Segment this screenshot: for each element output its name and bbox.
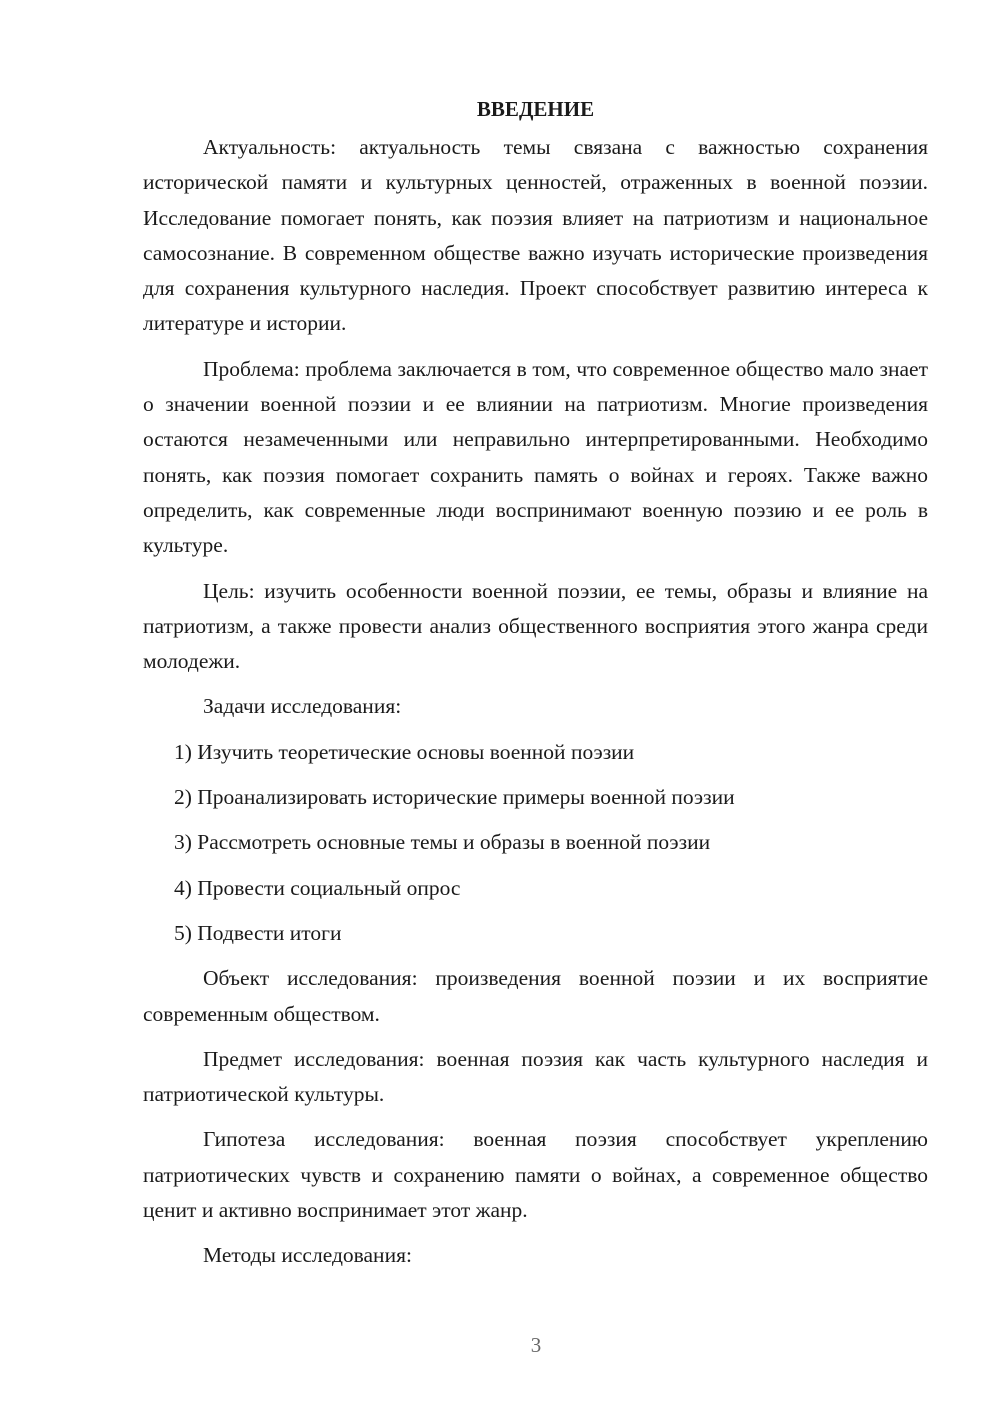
methods-heading: Методы исследования: — [203, 1243, 412, 1268]
relevance-paragraph: Актуальность: актуальность темы связана с важностью сохранения исторической памяти и культурных ценностей, отраженных в военной поэзии. Исследование помогает понять, как поэзия влияет на патриотизм и национальное самосознание. В современном обществе важно изучать исторические произведения для сохранения культурного наследия. Проект способствует развитию интереса к литературе и истории. — [143, 135, 928, 336]
document-page — [143, 92, 928, 1284]
tasks-heading: Задачи исследования: — [203, 694, 402, 719]
problem-paragraph: Проблема: проблема заключается в том, что современное общество мало знает о значении военной поэзии и ее влиянии на патриотизм. Многие произведения остаются незамеченными или неправильно интерпретированными. Необходимо понять, как поэзия помогает сохранить память о войнах и героях. Также важно определить, как современные люди воспринимают военную поэзию и ее роль в культуре. — [143, 356, 928, 558]
page-title: ВВЕДЕНИЕ — [476, 97, 595, 121]
list-item: 4) Провести социальный опрос — [174, 875, 461, 900]
list-item: 5) Подвести итоги — [174, 920, 342, 945]
object-paragraph: Объект исследования: произведения военной поэзии и их восприятие современным обществом. — [143, 966, 928, 1026]
page-number: 3 — [530, 1333, 542, 1357]
list-item: 3) Рассмотреть основные темы и образы в военной поэзии — [174, 830, 711, 855]
tasks-list — [143, 735, 928, 951]
list-item: 1) Изучить теоретические основы военной поэзии — [174, 739, 635, 764]
hypothesis-paragraph: Гипотеза исследования: военная поэзия способствует укреплению патриотических чувств и сохранению памяти о войнах, а современное общество ценит и активно воспринимает этот жанр. — [143, 1127, 928, 1223]
list-item: 2) Проанализировать исторические примеры военной поэзии — [174, 785, 735, 810]
goal-paragraph: Цель: изучить особенности военной поэзии, ее темы, образы и влияние на патриотизм, а также провести анализ общественного восприятия этого жанра среди молодежи. — [143, 578, 928, 674]
subject-paragraph: Предмет исследования: военная поэзия как часть культурного наследия и патриотической культуры. — [143, 1046, 928, 1107]
